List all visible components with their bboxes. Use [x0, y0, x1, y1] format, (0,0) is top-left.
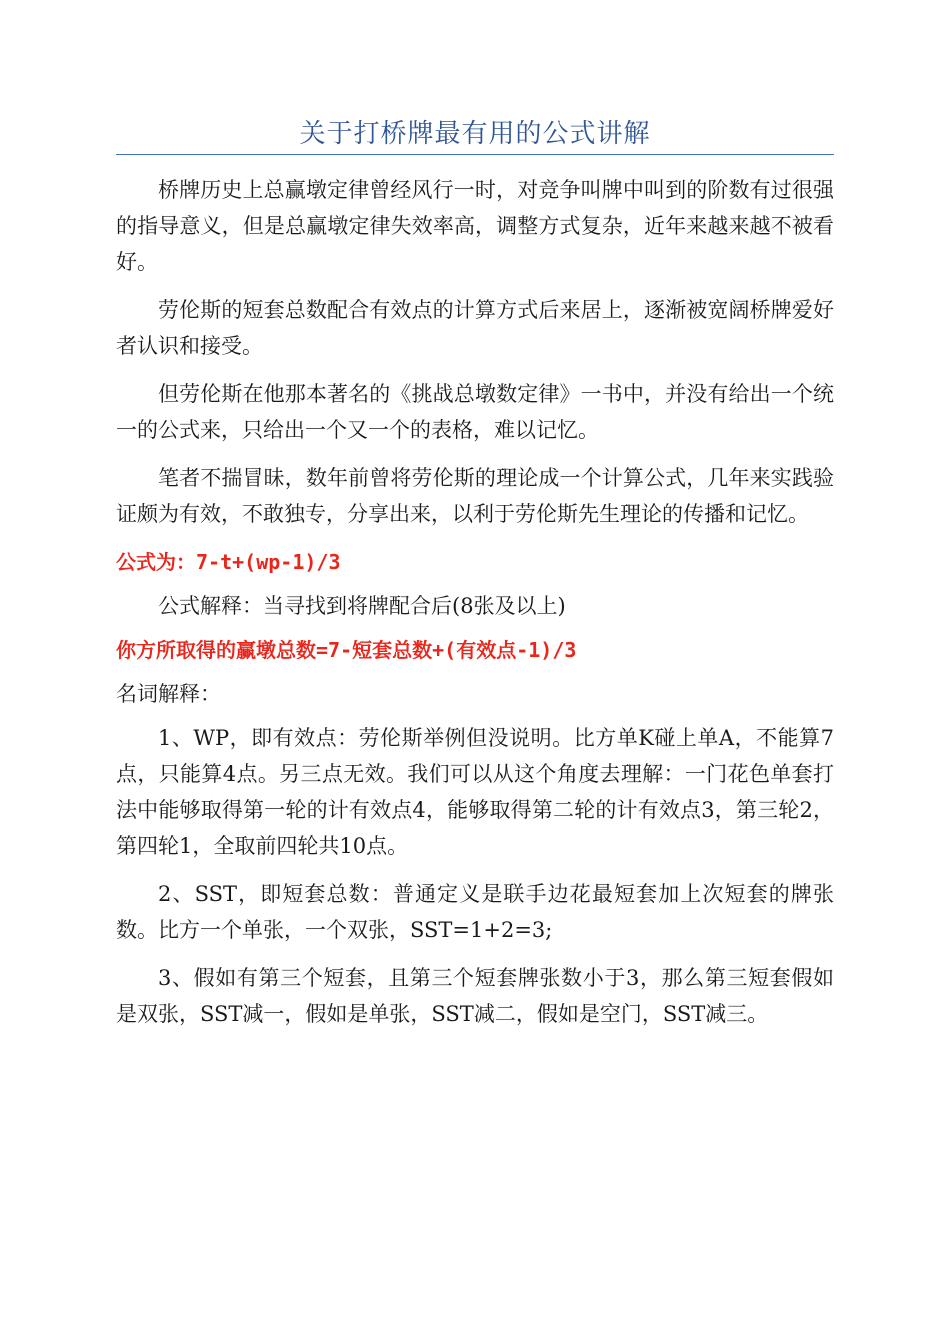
term-wp: 1、WP，即有效点：劳伦斯举例但没说明。比方单K碰上单A，不能算7点，只能算4点。另三点无效。我们可以从这个角度去理解：一门花色单套打法中能够取得第一轮的计有效点4，能够取得第二轮的计有效点3，第三轮2，第四轮1，全取前四轮共10点。	[116, 726, 834, 858]
title-underline	[116, 154, 834, 155]
term-third-short-suit: 3、假如有第三个短套，且第三个短套牌张数小于3，那么第三短套假如是双张，SST减一，假如是单张，SST减二，假如是空门，SST减三。	[116, 966, 834, 1026]
paragraph-lawrence-book: 但劳伦斯在他那本著名的《挑战总墩数定律》一书中，并没有给出一个统一的公式来，只给出一个又一个的表格，难以记忆。	[116, 382, 834, 442]
paragraph-lawrence-method: 劳伦斯的短套总数配合有效点的计算方式后来居上，逐渐被宽阔桥牌爱好者认识和接受。	[116, 298, 834, 358]
term-sst: 2、SST，即短套总数：普通定义是联手边花最短套加上次短套的牌张数。比方一个单张，一个双张，SST=1+2=3;	[116, 882, 834, 942]
terms-heading: 名词解释：	[116, 682, 221, 706]
formula-explanation: 公式解释：当寻找到将牌配合后(8张及以上)	[158, 594, 566, 618]
formula-full-definition: 你方所取得的赢墩总数=7-短套总数+(有效点-1)/3	[116, 638, 577, 662]
paragraph-intro: 桥牌历史上总赢墩定律曾经风行一时，对竞争叫牌中叫到的阶数有过很强的指导意义，但是总赢墩定律失效率高，调整方式复杂，近年来越来越不被看好。	[116, 178, 834, 274]
paragraph-author-note: 笔者不揣冒昧，数年前曾将劳伦斯的理论成一个计算公式，几年来实践验证颇为有效，不敢独专，分享出来，以利于劳伦斯先生理论的传播和记忆。	[116, 466, 834, 526]
document-title: 关于打桥牌最有用的公式讲解	[299, 119, 651, 149]
document-body	[116, 172, 834, 1044]
formula-heading: 公式为：7-t+(wp-1)/3	[116, 550, 341, 574]
